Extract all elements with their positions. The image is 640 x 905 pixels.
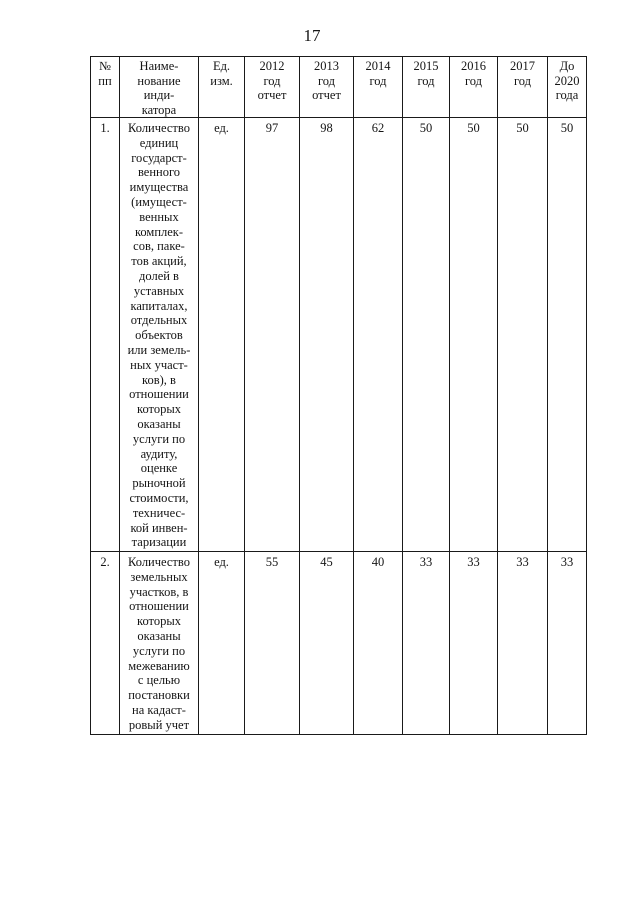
row-number: 1.	[91, 118, 120, 552]
header-unit: Ед. изм.	[199, 57, 245, 118]
table-row	[91, 118, 587, 552]
indicators-table	[90, 56, 587, 735]
header-row	[91, 57, 587, 118]
value-2017: 33	[498, 552, 548, 735]
value-2013: 45	[300, 552, 354, 735]
value-2013: 98	[300, 118, 354, 552]
indicator-name: Количество земельных участков, в отношении которых оказаны услуги по межеванию с целью постановки на кадаст- ровый учет	[120, 552, 199, 735]
value-2015: 50	[403, 118, 450, 552]
header-indicator-name: Наиме- нование инди- катора	[120, 57, 199, 118]
header-2016: 2016 год	[450, 57, 498, 118]
value-2016: 50	[450, 118, 498, 552]
indicator-name: Количество единиц государст- венного имущества (имущест- венных комплек- сов, паке- тов акций, долей в уставных капиталах, отдельных объектов или земель- ных участ- ков), в отношении которых оказаны услуги по аудиту, оценке рыночной стоимости, техничес- кой инвен- таризации	[120, 118, 199, 552]
header-number: № пп	[91, 57, 120, 118]
header-2012: 2012 год отчет	[245, 57, 300, 118]
value-2014: 62	[354, 118, 403, 552]
value-2012: 97	[245, 118, 300, 552]
header-2015: 2015 год	[403, 57, 450, 118]
table-row	[91, 552, 587, 735]
value-2012: 55	[245, 552, 300, 735]
unit: ед.	[199, 552, 245, 735]
header-2013: 2013 год отчет	[300, 57, 354, 118]
row-number: 2.	[91, 552, 120, 735]
value-2015: 33	[403, 552, 450, 735]
value-2014: 40	[354, 552, 403, 735]
header-2020: До 2020 года	[548, 57, 587, 118]
value-2020: 33	[548, 552, 587, 735]
header-2014: 2014 год	[354, 57, 403, 118]
value-2017: 50	[498, 118, 548, 552]
value-2020: 50	[548, 118, 587, 552]
unit: ед.	[199, 118, 245, 552]
value-2016: 33	[450, 552, 498, 735]
header-2017: 2017 год	[498, 57, 548, 118]
page-number: 17	[303, 26, 321, 45]
